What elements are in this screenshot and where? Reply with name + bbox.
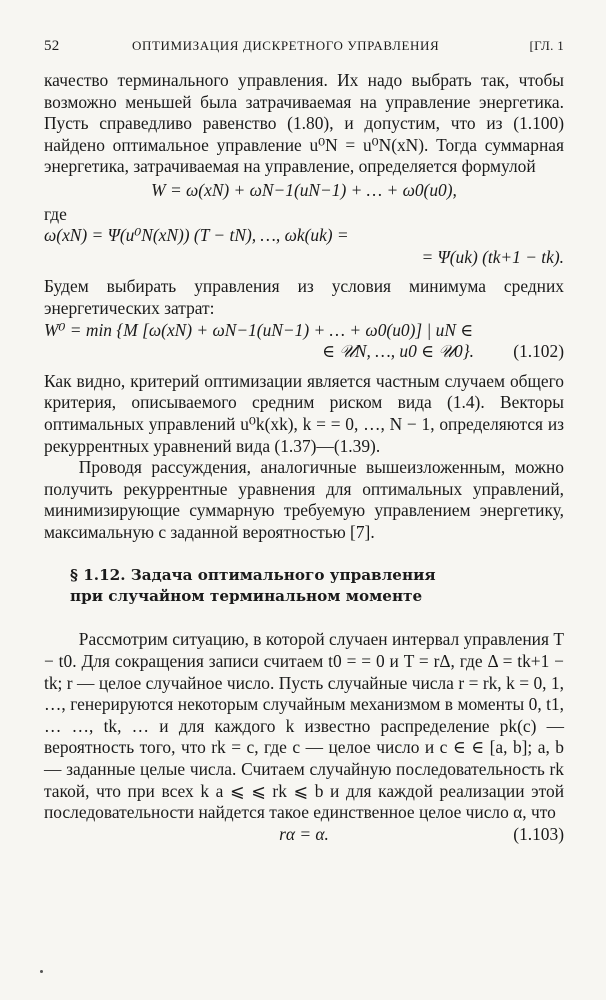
paragraph-3: Как видно, критерий оптимизации является частным случаем общего критерия, описываемого средним риском вида (1.4). Векторы оптимальных управлений u⁰k(xk), k = = 0, …, N − 1, определяются из рекуррентных уравнений вида (1.37)—(1.39).	[44, 370, 564, 456]
where-label: где	[44, 203, 67, 224]
formula-omega-line2: = Ψ(uk) (tk+1 − tk).	[421, 246, 564, 267]
section-heading-line1: § 1.12. Задача оптимального управления	[70, 566, 436, 585]
paragraph-1: качество терминального управления. Их надо выбрать так, чтобы возможно меньшей была затрачиваемая на управление энергетика. Пусть справедливо равенство (1.80), и допустим, что из (1.100) найдено оптимальное управление u⁰N = u⁰N(xN). Тогда суммарная энергетика, затрачиваемая на управление, определяется формулой	[44, 70, 564, 177]
page-header	[44, 38, 564, 60]
section-heading	[70, 565, 564, 607]
paragraph-5: Рассмотрим ситуацию, в которой случаен интервал управления T − t0. Для сокращения записи считаем t0 = = 0 и T = rΔ, где Δ = tk+1 − tk; r — целое случайное число. Пусть случайные числа r = rk, k = 0, 1, …, генерируются некоторым случайным механизмом в моменты 0, t1, … …, tk, … и для каждого k известно распределение pk(c) — вероятность того, что rk = c, где c — целое число и c ∈ ∈ [a, b]; a, b — заданные целые числа. Считаем случайную последовательность rk такой, что при всех k a ⩽ ⩽ rk ⩽ b и для каждой реализации этой последовательности найдется такое единственное целое число α, что	[44, 629, 564, 823]
paragraph-2: Будем выбирать управления из условия минимума средних энергетических затрат:	[44, 276, 564, 318]
formula-energy-sum: W = ω(xN) + ωN−1(uN−1) + … + ω0(u0),	[151, 179, 457, 200]
equation-number-1102: (1.102)	[513, 341, 564, 362]
formula-r-alpha	[44, 824, 564, 846]
section-heading-line2: при случайном терминальном моменте	[70, 587, 423, 606]
formula-r-alpha-text: rα = α.	[279, 823, 329, 844]
chapter-label: [ГЛ. 1	[529, 38, 564, 53]
formula-min-line2-text: ∈ 𝒰N, …, u0 ∈ 𝒰0}.	[322, 341, 474, 362]
page-number: 52	[44, 38, 60, 54]
formula-min-line2	[44, 341, 564, 363]
page-body	[44, 70, 564, 845]
paragraph-4: Проводя рассуждения, аналогичные вышеизложенным, можно получить рекуррентные уравнения для оптимальных управлений, минимизирующие суммарную требуемую управлением энергетику, максимальную с заданной вероятностью [7].	[44, 457, 564, 542]
running-title: ОПТИМИЗАЦИЯ ДИСКРЕТНОГО УПРАВЛЕНИЯ	[132, 38, 440, 53]
formula-omega-line1: ω(xN) = Ψ(u⁰N(xN)) (T − tN), …, ωk(uk) =	[44, 225, 349, 246]
equation-number-1103: (1.103)	[513, 823, 564, 844]
formula-min-line1: W⁰ = min {M [ω(xN) + ωN−1(uN−1) + … + ω0(u0)] | uN ∈	[44, 319, 474, 340]
page-speck	[40, 970, 43, 973]
